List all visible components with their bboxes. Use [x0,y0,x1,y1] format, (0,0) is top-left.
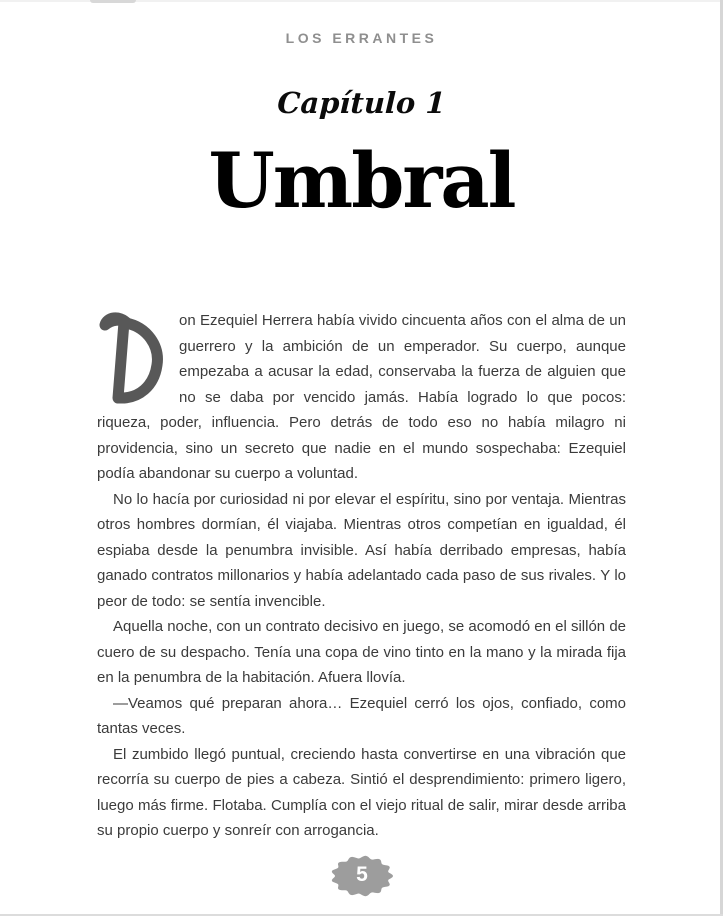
paragraph-1 [97,308,626,487]
chapter-body [97,308,626,844]
paragraph-5: El zumbido llegó puntual, creciendo hasta convertirse en una vibración que recorría su cuerpo de pies a cabeza. Sintió el desprendimiento: primero ligero, luego más firme. Flotaba. Cumplía con el viejo ritual de salir, mirar desde arriba su propio cuerpo y sonreír con arrogancia. [97,745,626,839]
drop-cap-d [97,310,169,406]
paragraph-1-text: on Ezequiel Herrera había vivido cincuenta años con el alma de un guerrero y la ambición de un emperador. Su cuerpo, aunque empezaba a acusar la edad, conservaba la fuerza de alguien que no se daba por vencido jamás. Había logrado lo que pocos: riqueza, poder, influencia. Pero detrás de todo eso no había milagro ni providencia, sino un secreto que nadie en el mundo sospechaba: Ezequiel podía abandonar su cuerpo a voluntad. [97,312,626,482]
page-number-badge [329,853,395,899]
chapter-title: Umbral [208,136,515,225]
top-edge-smudge [90,0,136,3]
drop-cap-d-drawing [97,310,169,406]
chapter-label: Capítulo 1 [276,86,447,120]
running-header: LOS ERRANTES [285,30,438,46]
paragraph-3: Aquella noche, con un contrato decisivo en juego, se acomodó en el sillón de cuero de su despacho. Tenía una copa de vino tinto en la mano y la mirada fija en la penumbra de la habitación. Afuera llovía. [97,618,626,686]
page-number: 5 [356,863,368,886]
paragraph-2: No lo hacía por curiosidad ni por elevar el espíritu, sino por ventaja. Mientras otros hombres dormían, él viajaba. Mientras otros competían en igualdad, él espiaba desde la penumbra invisible. Así había derribado empresas, había ganado contratos millonarios y había adelantado cada paso de sus rivales. Y lo peor de todo: se sentía invencible. [97,490,626,610]
paragraph-4: —Veamos qué preparan ahora… Ezequiel cerró los ojos, confiado, como tantas veces. [97,694,626,737]
